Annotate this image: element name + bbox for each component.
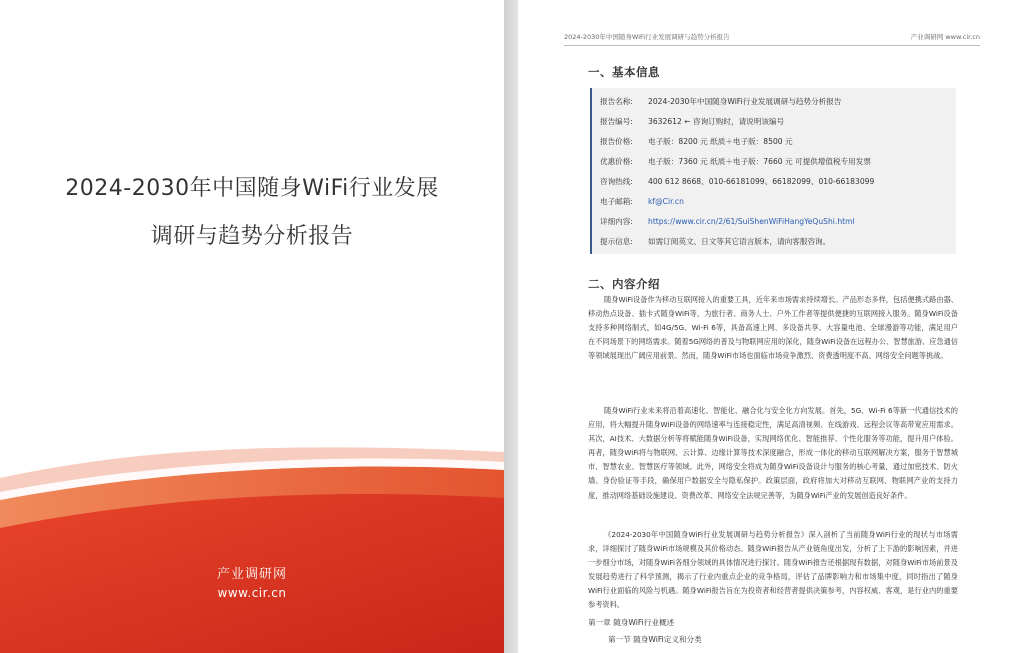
info-row-email (600, 196, 684, 207)
intro-paragraph-3 (588, 528, 958, 613)
info-value: 3632612 ← 咨询订购时，请说明该编号 (648, 117, 785, 126)
toc-section-1: 第一节 随身WiFi定义和分类 (608, 635, 702, 644)
info-row-hotline (600, 176, 874, 187)
paragraph-text: 随身WiFi设备作为移动互联网接入的重要工具，近年来市场需求持续增长。产品形态多样，包括便携式路由器、移动热点设备、插卡式随身WiFi等，为旅行者、商务人士、户外工作者等提供便捷的互联网接入服务。随身WiFi设备支持多种网络制式，如4G/5G、Wi-Fi 6等，具备高速上网、多设备共享、大容量电池、全球漫游等功能，满足用户在不同场景下的网络需求。随着5G网络的普及与物联网应用的深化，随身WiFi设备在远程办公、智慧旅游、应急通信等领域展现出广阔应用前景。然而，随身WiFi市场也面临市场竞争激烈、资费透明度不高、网络安全问题等挑战。 (588, 295, 958, 361)
email-link[interactable]: kf@Cir.cn (648, 197, 684, 206)
info-row-discount-price (600, 156, 871, 167)
info-row-details-url (600, 216, 855, 227)
info-label: 报告编号: (600, 117, 633, 126)
info-label: 报告价格: (600, 137, 633, 146)
info-row-report-name (600, 96, 841, 107)
details-url-link[interactable]: https://www.cir.cn/2/61/SuiShenWiFiHangYeQuShi.html (648, 217, 855, 226)
info-value: 2024-2030年中国随身WiFi行业发展调研与趋势分析报告 (648, 97, 842, 106)
cover-title-line1: 2024-2030年中国随身WiFi行业发展 (65, 176, 439, 201)
info-label: 提示信息: (600, 237, 633, 246)
paragraph-text: 《2024-2030年中国随身WiFi行业发展调研与趋势分析报告》深入剖析了当前随身WiFi行业的现状与市场需求，详细探讨了随身WiFi市场规模及其价格动态。随身WiFi报告从产业链角度出发，分析了上下游的影响因素，并进一步细分市场，对随身WiFi各细分领域的具体情况进行探讨。随身WiFi报告还根据现有数据，对随身WiFi市场前景及发展趋势进行了科学预测，揭示了行业内重点企业的竞争格局，评估了品牌影响力和市场集中度，同时指出了随身WiFi行业面临的风险与机遇。随身WiFi报告旨在为投资者和经营者提供决策参考，内容权威、客观，是行业内的重要参考资料。 (588, 530, 958, 610)
info-label: 报告名称: (600, 97, 633, 106)
intro-paragraph-2 (588, 404, 958, 503)
info-value: 如需订阅英文、日文等其它语言版本，请向客服咨询。 (648, 237, 831, 246)
cover-wave-decoration (0, 400, 504, 653)
info-label: 咨询热线: (600, 177, 633, 186)
cover-title-line2: 调研与趋势分析报告 (150, 224, 354, 249)
section-content-intro-title: 二、内容介绍 (588, 277, 660, 291)
page-gutter (504, 0, 518, 653)
info-value: 电子版：7360 元 纸质＋电子版：7660 元 可提供增值税专用发票 (648, 157, 871, 166)
basic-info-box (590, 88, 956, 254)
page-header (564, 30, 980, 46)
info-row-price (600, 136, 793, 147)
toc-chapter-1: 第一章 随身WiFi行业概述 (588, 618, 675, 627)
paragraph-text: 随身WiFi行业未来将沿着高速化、智能化、融合化与安全化方向发展。首先，5G、Wi-Fi 6等新一代通信技术的应用，将大幅提升随身WiFi设备的网络速率与连接稳定性，满足高清视频、在线游戏、远程会议等高带宽应用需求。其次，AI技术、大数据分析等将赋能随身WiFi设备，实现网络优化、智能推荐、个性化服务等功能，提升用户体验。再者，随身WiFi将与物联网、云计算、边缘计算等技术深度融合，形成一体化的移动互联网解决方案，服务于智慧城市、智慧农业、智慧医疗等领域。此外，网络安全将成为随身WiFi设备设计与服务的核心考量，通过加密技术、防火墙、身份验证等手段，确保用户数据安全与隐私保护。政策层面，政府将加大对移动互联网、物联网产业的支持力度，推动网络基础设施建设、资费改革、网络安全法规完善等，为随身WiFi产业的发展创造良好条件。 (588, 406, 958, 500)
info-row-notice (600, 236, 830, 247)
info-label: 电子邮箱: (600, 197, 633, 206)
header-report-title: 2024-2030年中国随身WiFi行业发展调研与趋势分析报告 (564, 33, 730, 41)
cover-brand-site: www.cir.cn (217, 586, 287, 600)
info-value: 电子版：8200 元 纸质＋电子版：8500 元 (648, 137, 793, 146)
content-page (518, 0, 1024, 653)
section-basic-info-title: 一、基本信息 (588, 65, 660, 79)
info-value: 400 612 8668、010-66181099、66182099、010-66183099 (648, 177, 875, 186)
info-row-report-number (600, 116, 784, 127)
info-label: 详细内容: (600, 217, 633, 226)
intro-paragraph-1 (588, 293, 958, 363)
header-site: 产业调研网 www.cir.cn (910, 33, 980, 41)
cover-brand-name: 产业调研网 (216, 567, 287, 582)
info-label: 优惠价格: (600, 157, 633, 166)
cover-page (0, 0, 504, 653)
